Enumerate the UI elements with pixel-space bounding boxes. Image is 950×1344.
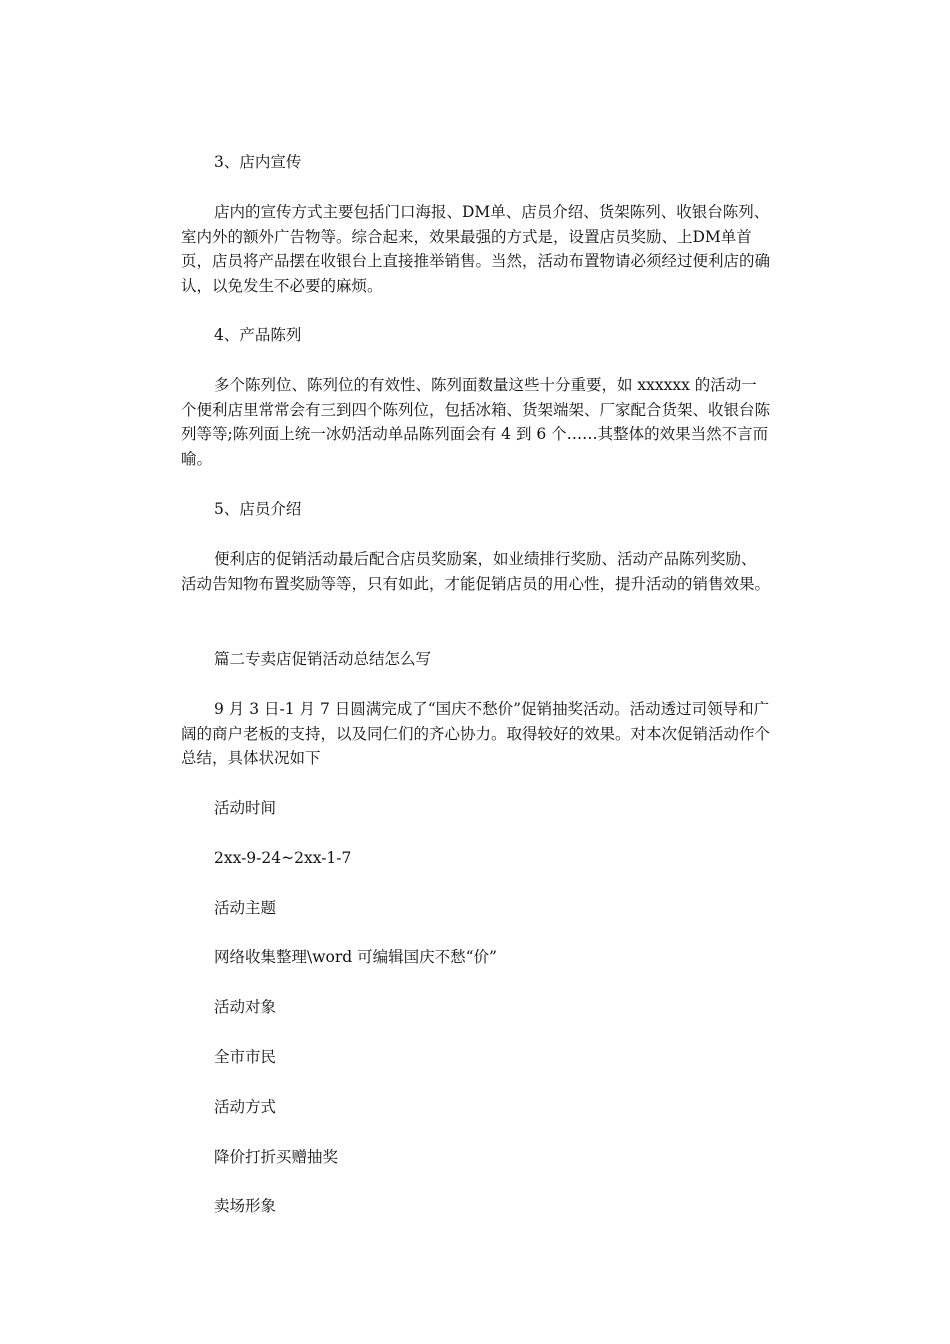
activity-target-label: 活动对象 <box>214 998 277 1016</box>
activity-time-label: 活动时间 <box>214 799 277 817</box>
activity-method-label: 活动方式 <box>214 1098 277 1116</box>
section3-body: 店内的宣传方式主要包括门口海报、DM单、店员介绍、货架陈列、收银台陈列、室内外的额外广告物等。综合起来，效果最强的方式是，设置店员奖励、上DM单首页，店员将产品摆在收银台上直接推举销售。当然，活动布置物请必须经过便利店的确认，以免发生不必要的麻烦。 <box>181 203 771 295</box>
section5-title: 5、店员介绍 <box>214 500 302 518</box>
activity-theme-label: 活动主题 <box>214 899 277 917</box>
activity-target-value: 全市市民 <box>214 1048 277 1066</box>
activity-method-value: 降价打折买赠抽奖 <box>214 1148 339 1166</box>
part2-intro: 9 月 3 日-1 月 7 日圆满完成了“国庆不愁价”促销抽奖活动。活动透过司领导和广阔的商户老板的支持，以及同仁们的齐心协力。取得较好的效果。对本次促销活动作个总结，具体状况如下 <box>181 700 771 767</box>
activity-theme-value: 网络收集整理\word 可编辑国庆不愁“价” <box>214 948 497 966</box>
section3-title: 3、店内宣传 <box>214 153 302 171</box>
section4-title: 4、产品陈列 <box>214 326 302 344</box>
section4-body: 多个陈列位、陈列位的有效性、陈列面数量这些十分重要，如 xxxxxx 的活动一个便利店里常常会有三到四个陈列位，包括冰箱、货架端架、厂家配合货架、收银台陈列等等;陈列面上统一冰奶活动单品陈列面会有 4 到 6 个……其整体的效果当然不言而喻。 <box>181 376 771 468</box>
part2-title: 篇二专卖店促销活动总结怎么写 <box>214 650 432 668</box>
store-image-label: 卖场形象 <box>214 1197 277 1215</box>
activity-time-value: 2xx-9-24~2xx-1-7 <box>214 849 352 867</box>
section5-body: 便利店的促销活动最后配合店员奖励案，如业绩排行奖励、活动产品陈列奖励、活动告知物布置奖励等等，只有如此，才能促销店员的用心性，提升活动的销售效果。 <box>181 550 771 593</box>
